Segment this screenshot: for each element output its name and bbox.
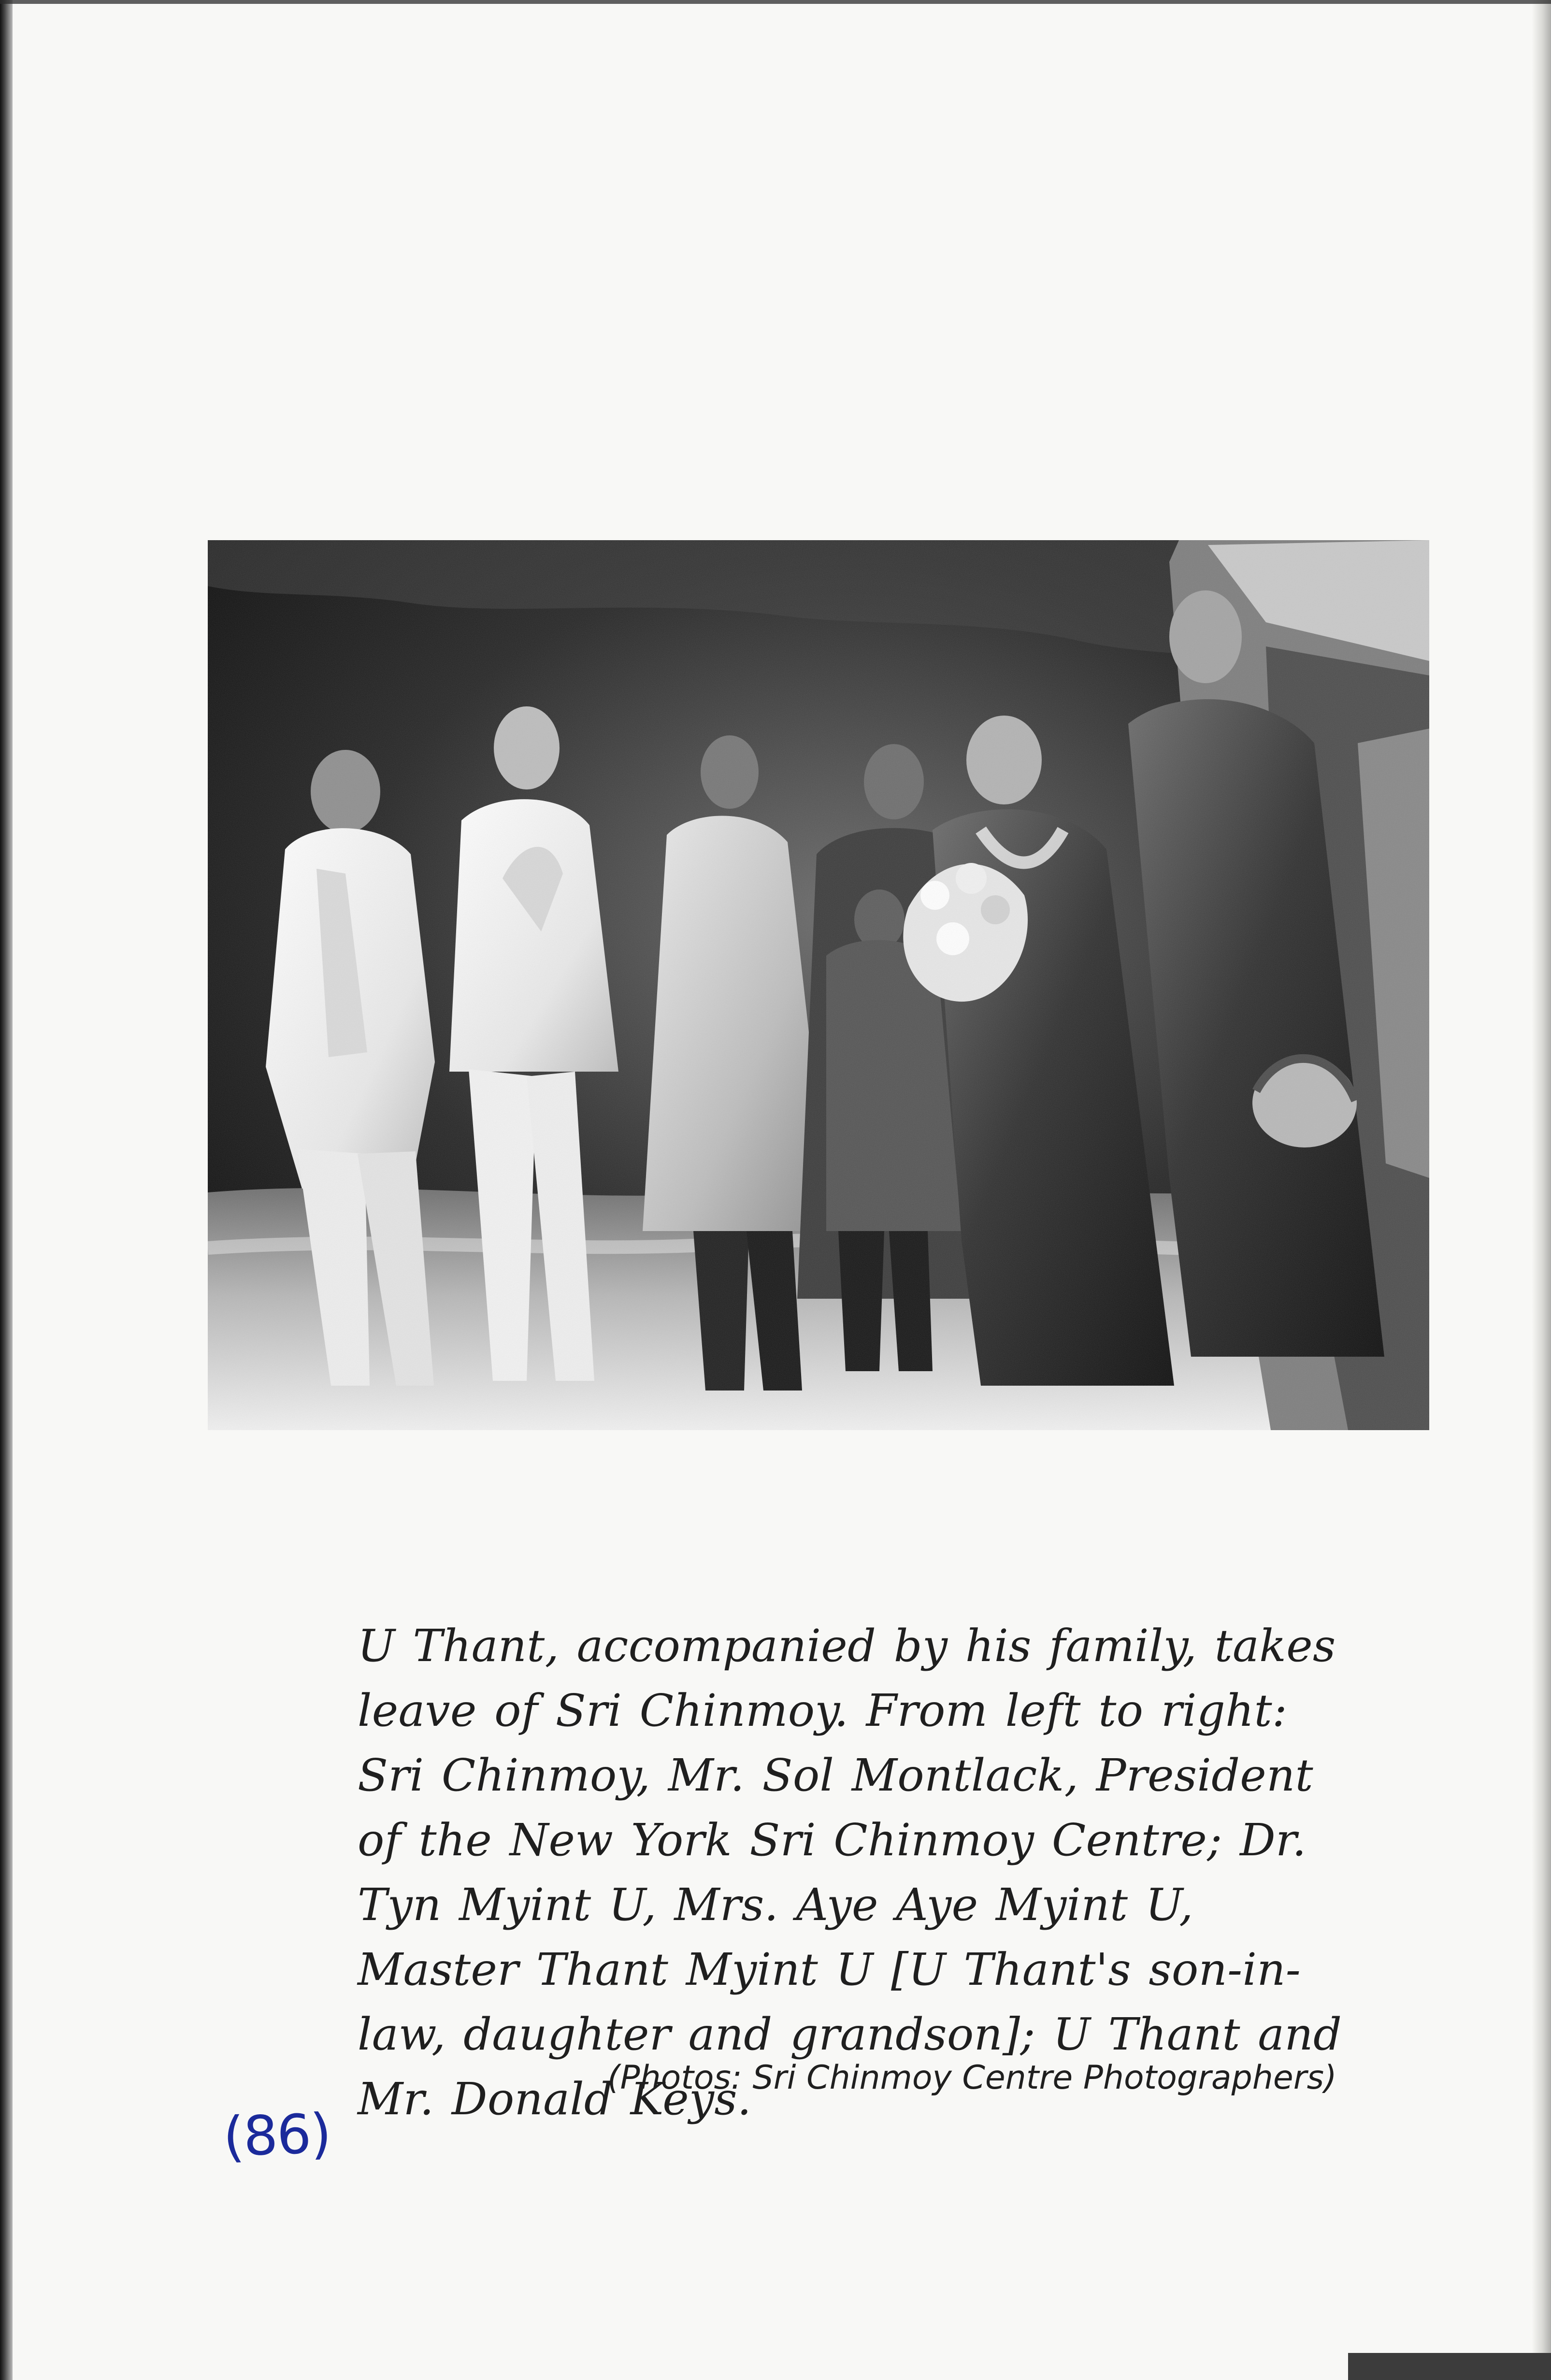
top-page-edge-line xyxy=(0,0,1551,4)
left-page-edge-shadow xyxy=(0,0,13,2380)
right-page-edge-shadow xyxy=(1532,0,1551,2380)
photo-credit: (Photos: Sri Chinmoy Centre Photographers) xyxy=(607,2059,1337,2097)
photo-caption: U Thant, accompanied by his family, takes leave of Sri Chinmoy. From left to right: Sri Chinmoy, Mr. Sol Montlack, President of the New York Sri Chinmoy Centre; Dr. Tyn Myint U, Mrs. Aye Aye Myint U, Master Thant Myint U [U Thant's son-in-law, daughter and grandson]; U Thant and Mr. Donald Keys. xyxy=(358,1620,1342,2125)
group-photograph xyxy=(208,540,1429,1430)
photograph-illustration xyxy=(208,540,1429,1430)
handwritten-page-number: (86) xyxy=(222,2102,332,2169)
scan-bottom-bar xyxy=(1348,2353,1551,2380)
